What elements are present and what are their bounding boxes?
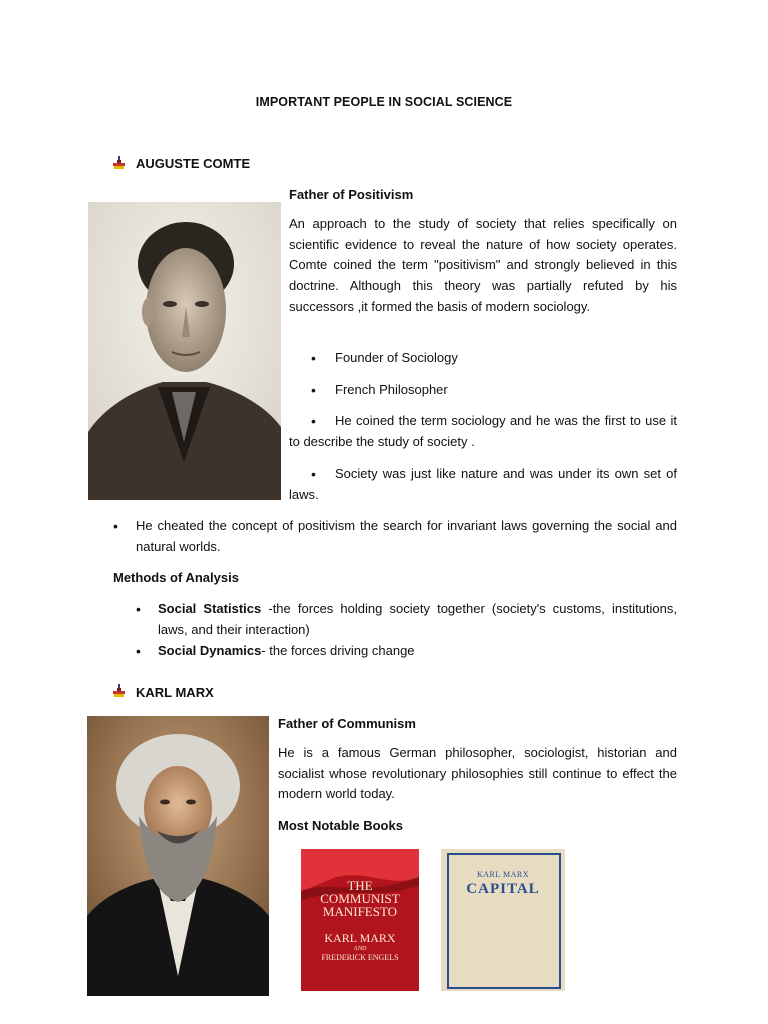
section-marker-icon [112,684,126,703]
bullet-dot: • [311,382,316,398]
marx-subtitle: Father of Communism [278,716,416,731]
comte-extra-bullet: He cheated the concept of positivism the search for invariant laws governing the social and natural worlds. [136,518,677,554]
book2-author: KARL MARX [477,870,529,879]
comte-subtitle: Father of Positivism [289,187,414,202]
book-capital-cover [441,849,565,991]
comte-bullet-3: He coined the term sociology and he was the first to use it to describe the study of society . [289,413,677,449]
bullet-dot: • [136,601,141,617]
book2-title: CAPITAL [466,881,540,897]
comte-bullet-4: Society was just like nature and was under its own set of laws. [289,466,677,502]
marx-portrait [87,716,269,996]
comte-intro: An approach to the study of society that relies specifically on scientific evidence to reveal the nature of how society operates. Comte coined the term "positivism" and strongly believed in this doctrine. Although this theory was partially refuted by his successors ,it formed the basis of modern sociology. [289,216,677,314]
books-heading: Most Notable Books [278,818,403,833]
method-item-dynamics [158,641,415,662]
method-desc: - the forces driving change [261,643,415,658]
method-desc: -the forces holding society together (society's customs, institutions, laws, and their interaction) [158,601,677,637]
book1-line-3: MANIFESTO [322,904,398,919]
book1-coauthor: FREDERICK ENGELS [321,953,399,962]
section-marker-icon [112,156,126,175]
bullet-dot: • [311,413,316,429]
comte-portrait [88,202,281,500]
comte-bullet-2: French Philosopher [335,382,448,397]
method-item-statistics [158,599,677,640]
marx-intro: He is a famous German philosopher, sociologist, historian and socialist whose revolutionary philosophies still continue to effect the modern world today. [278,745,677,802]
comte-heading: AUGUSTE COMTE [136,156,251,171]
book1-line-1: THE [347,878,373,893]
comte-bullet-1: Founder of Sociology [335,350,458,365]
method-term: Social Dynamics [158,643,262,658]
book1-line-2: COMMUNIST [320,891,400,906]
bullet-dot: • [311,350,316,366]
bullet-dot: • [311,466,316,482]
method-term: Social Statistics [158,601,262,616]
book1-author: KARL MARX [324,931,396,945]
bullet-dot: • [113,518,118,534]
book1-and: AND [353,946,367,952]
page-title: IMPORTANT PEOPLE IN SOCIAL SCIENCE [255,95,513,109]
bullet-dot: • [136,643,141,659]
methods-heading: Methods of Analysis [113,570,239,585]
book-communist-manifesto-cover [301,849,419,991]
marx-heading: KARL MARX [136,685,214,700]
